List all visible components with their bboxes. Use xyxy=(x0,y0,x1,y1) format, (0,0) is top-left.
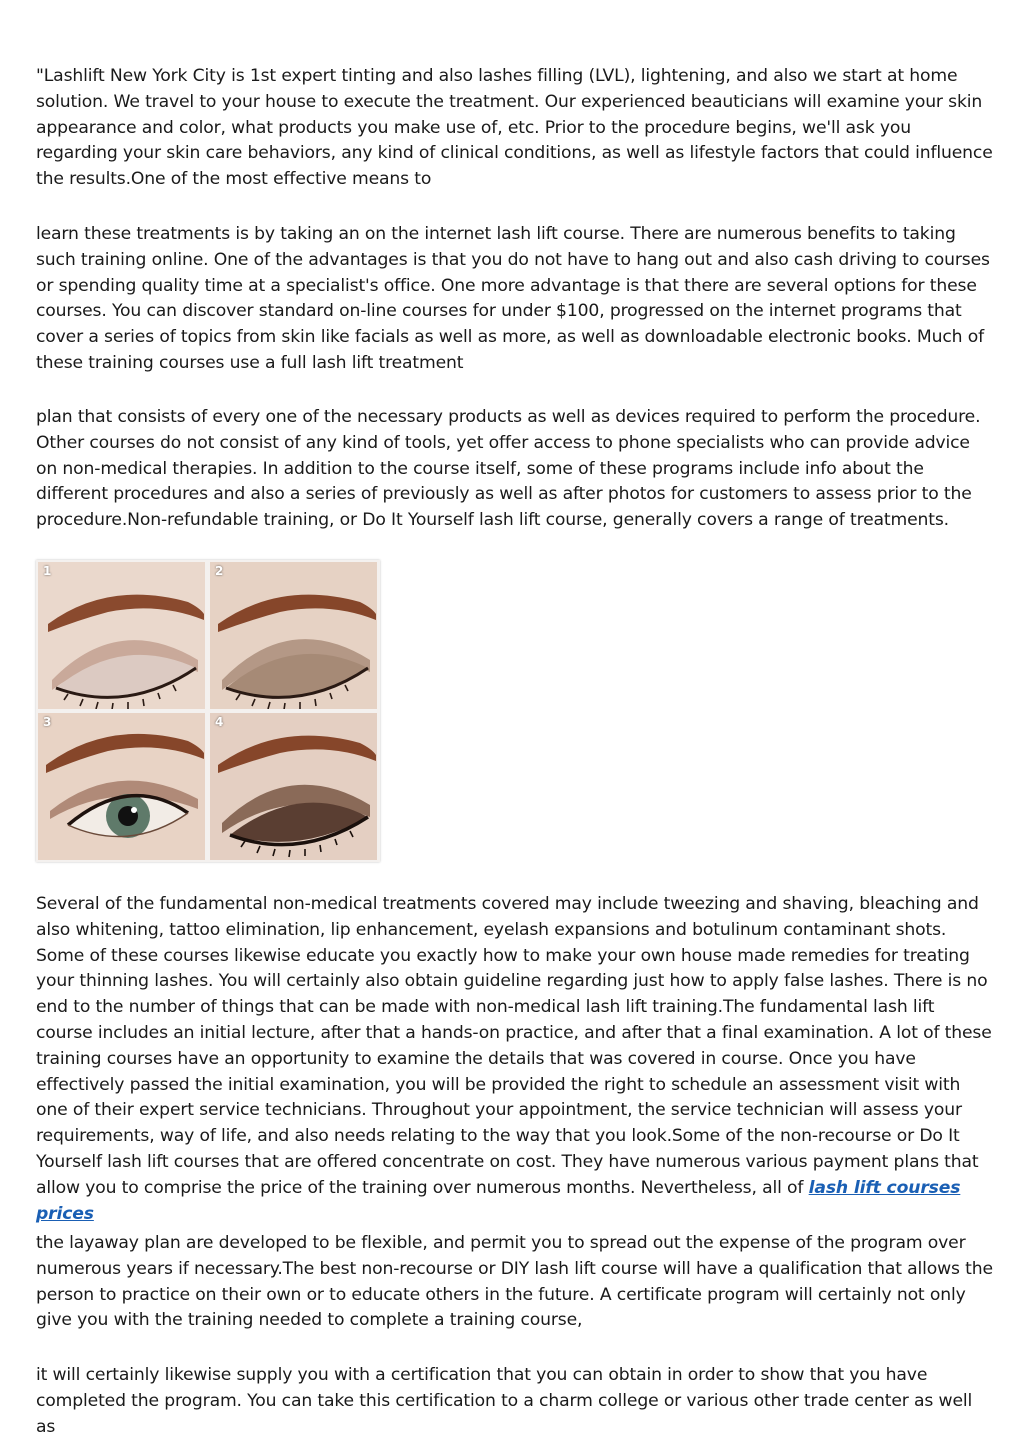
closed-eye-illustration xyxy=(210,562,377,709)
eye-panel-2 xyxy=(210,562,377,709)
paragraph-6: it will certainly likewise supply you with a certification that you can obtain in order to show that you have completed the program. You can take this certification to a charm college or various other trade center as well as xyxy=(36,1365,973,1437)
paragraph-4 xyxy=(36,892,994,1227)
closed-eye-illustration xyxy=(210,713,377,860)
lash-lift-courses-prices-link[interactable]: lash lift courses prices xyxy=(36,1177,961,1224)
eye-panel-4 xyxy=(210,713,377,860)
step-number: 2 xyxy=(215,564,224,578)
step-number: 1 xyxy=(43,564,52,578)
paragraph-2: learn these treatments is by taking an on the internet lash lift course. There are numerous benefits to taking such training online. One of the advantages is that you do not have to hang out and also cash driving to courses or spending quality time at a specialist's office. One more advantage is that there are several options for these courses. You can discover standard on-line courses for under $100, progressed on the internet programs that cover a series of topics from skin like facials as well as more, as well as downloadable electronic books. Much of these training courses use a full lash lift treatment xyxy=(36,224,990,373)
eye-makeup-steps-image xyxy=(36,560,380,862)
eye-panel-1 xyxy=(38,562,205,709)
open-eye-illustration xyxy=(38,713,205,860)
paragraph-1: "Lashlift New York City is 1st expert tinting and also lashes filling (LVL), lightening, and also we start at home solution. We travel to your house to execute the treatment. Our experienced beauticians will examine your skin appearance and color, what products you make use of, etc. Prior to the procedure begins, we'll ask you regarding your skin care behaviors, any kind of clinical conditions, as well as lifestyle factors that could influence the results.One of the most effective means to xyxy=(36,66,993,190)
closed-eye-illustration xyxy=(38,562,205,709)
step-number: 3 xyxy=(43,715,52,729)
step-number: 4 xyxy=(215,715,224,729)
paragraph-4-text: Several of the fundamental non-medical treatments covered may include tweezing and shaving, bleaching and also whitening, tattoo elimination, lip enhancement, eyelash expansions and botulinum contaminant shots. Some of these courses likewise educate you exactly how to make your own house made remedies for treating your thinning lashes. You will certainly also obtain guideline regarding just how to apply false lashes. There is no end to the number of things that can be made with non-medical lash lift training.The fundamental lash lift course includes an initial lecture, after that a hands-on practice, and after that a final examination. A lot of these training courses have an opportunity to examine the details that was covered in course. Once you have effectively passed the initial examination, you will be provided the right to schedule an assessment visit with one of their expert service technicians. Throughout your appointment, the service technician will assess your requirements, way of life, and also needs relating to the way that you look.Some of the non-recourse or Do It Yourself lash lift courses that are offered concentrate on cost. They have numerous various payment plans that allow you to comprise the price of the training over numerous months. Nevertheless, all of xyxy=(36,894,992,1198)
eye-panel-3 xyxy=(38,713,205,860)
paragraph-5: the layaway plan are developed to be flexible, and permit you to spread out the expense of the program over numerous years if necessary.The best non-recourse or DIY lash lift course will have a qualification that allows the person to practice on their own or to educate others in the future. A certificate program will certainly not only give you with the training needed to complete a training course, xyxy=(36,1233,993,1331)
paragraph-3: plan that consists of every one of the necessary products as well as devices required to perform the procedure. Other courses do not consist of any kind of tools, yet offer access to phone specialists who can provide advice on non-medical therapies. In addition to the course itself, some of these programs include info about the different procedures and also a series of previously as well as after photos for customers to assess prior to the procedure.Non-refundable training, or Do It Yourself lash lift course, generally covers a range of treatments. xyxy=(36,407,981,531)
